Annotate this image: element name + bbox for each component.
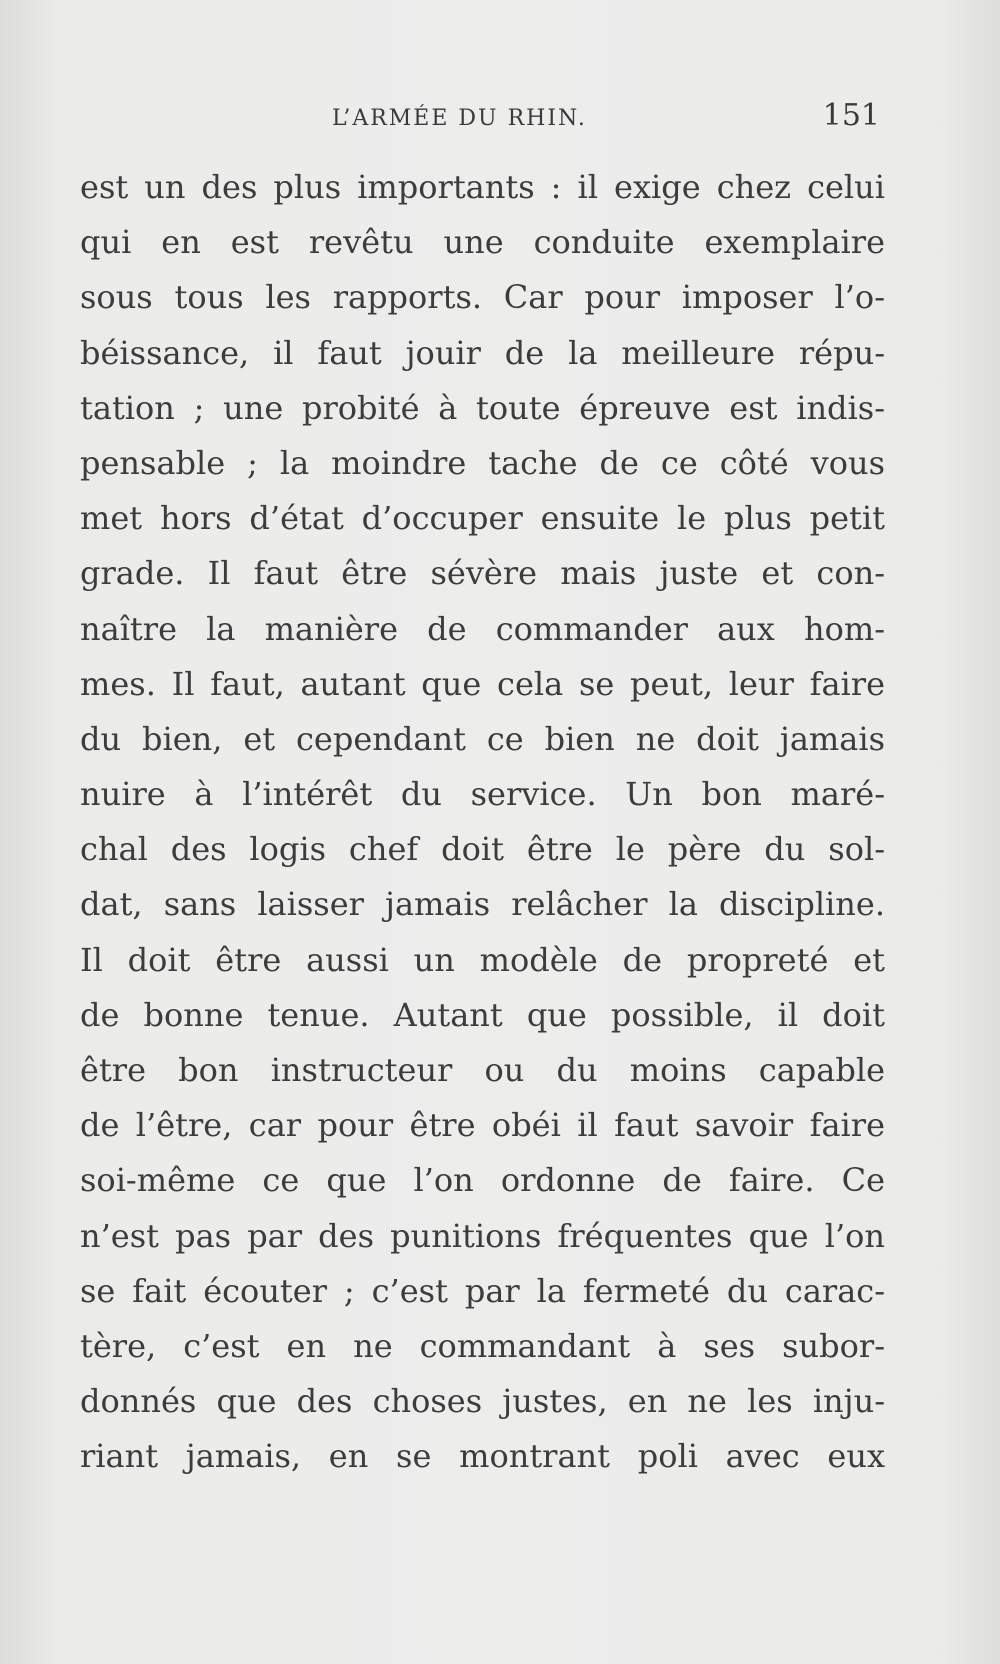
text-line: du bien, et cependant ce bien ne doit jamais bbox=[80, 719, 885, 758]
text-line: mes. Il faut, autant que cela se peut, leur faire bbox=[80, 664, 885, 703]
text-line: soi-même ce que l’on ordonne de faire. Ce bbox=[80, 1161, 885, 1200]
text-line: tation ; une probité à toute épreuve est indis- bbox=[80, 388, 885, 427]
body-text bbox=[80, 160, 885, 1485]
text-line: de l’être, car pour être obéi il faut savoir faire bbox=[80, 1106, 885, 1145]
text-line: sous tous les rapports. Car pour imposer l’o- bbox=[80, 278, 885, 317]
page-header bbox=[80, 96, 880, 146]
text-line: nuire à l’intérêt du service. Un bon maré- bbox=[80, 775, 885, 814]
text-line: riant jamais, en se montrant poli avec eux bbox=[80, 1437, 885, 1476]
text-line: chal des logis chef doit être le père du sol- bbox=[80, 830, 885, 869]
text-line: grade. Il faut être sévère mais juste et con- bbox=[80, 554, 885, 593]
text-line: naître la manière de commander aux hom- bbox=[80, 609, 885, 648]
text-line: dat, sans laisser jamais relâcher la discipline. bbox=[80, 885, 885, 924]
text-line: est un des plus importants : il exige chez celui bbox=[80, 168, 885, 206]
text-line: pensable ; la moindre tache de ce côté vous bbox=[80, 443, 885, 482]
text-line: être bon instructeur ou du moins capable bbox=[80, 1051, 885, 1089]
text-line: tère, c’est en ne commandant à ses subor- bbox=[80, 1326, 885, 1365]
text-line: Il doit être aussi un modèle de propreté et bbox=[80, 940, 885, 979]
text-line: béissance, il faut jouir de la meilleure répu- bbox=[80, 333, 885, 372]
text-line: de bonne tenue. Autant que possible, il doit bbox=[80, 995, 885, 1034]
page-number: 151 bbox=[822, 98, 880, 133]
text-line: met hors d’état d’occuper ensuite le plus petit bbox=[80, 499, 885, 538]
text-line: qui en est revêtu une conduite exemplaire bbox=[80, 223, 885, 262]
running-head: L’ARMÉE DU RHIN. bbox=[332, 106, 587, 131]
text-line: se fait écouter ; c’est par la fermeté du carac- bbox=[80, 1271, 885, 1310]
text-line: n’est pas par des punitions fréquentes que l’on bbox=[80, 1216, 885, 1255]
text-line: donnés que des choses justes, en ne les inju- bbox=[80, 1382, 885, 1421]
